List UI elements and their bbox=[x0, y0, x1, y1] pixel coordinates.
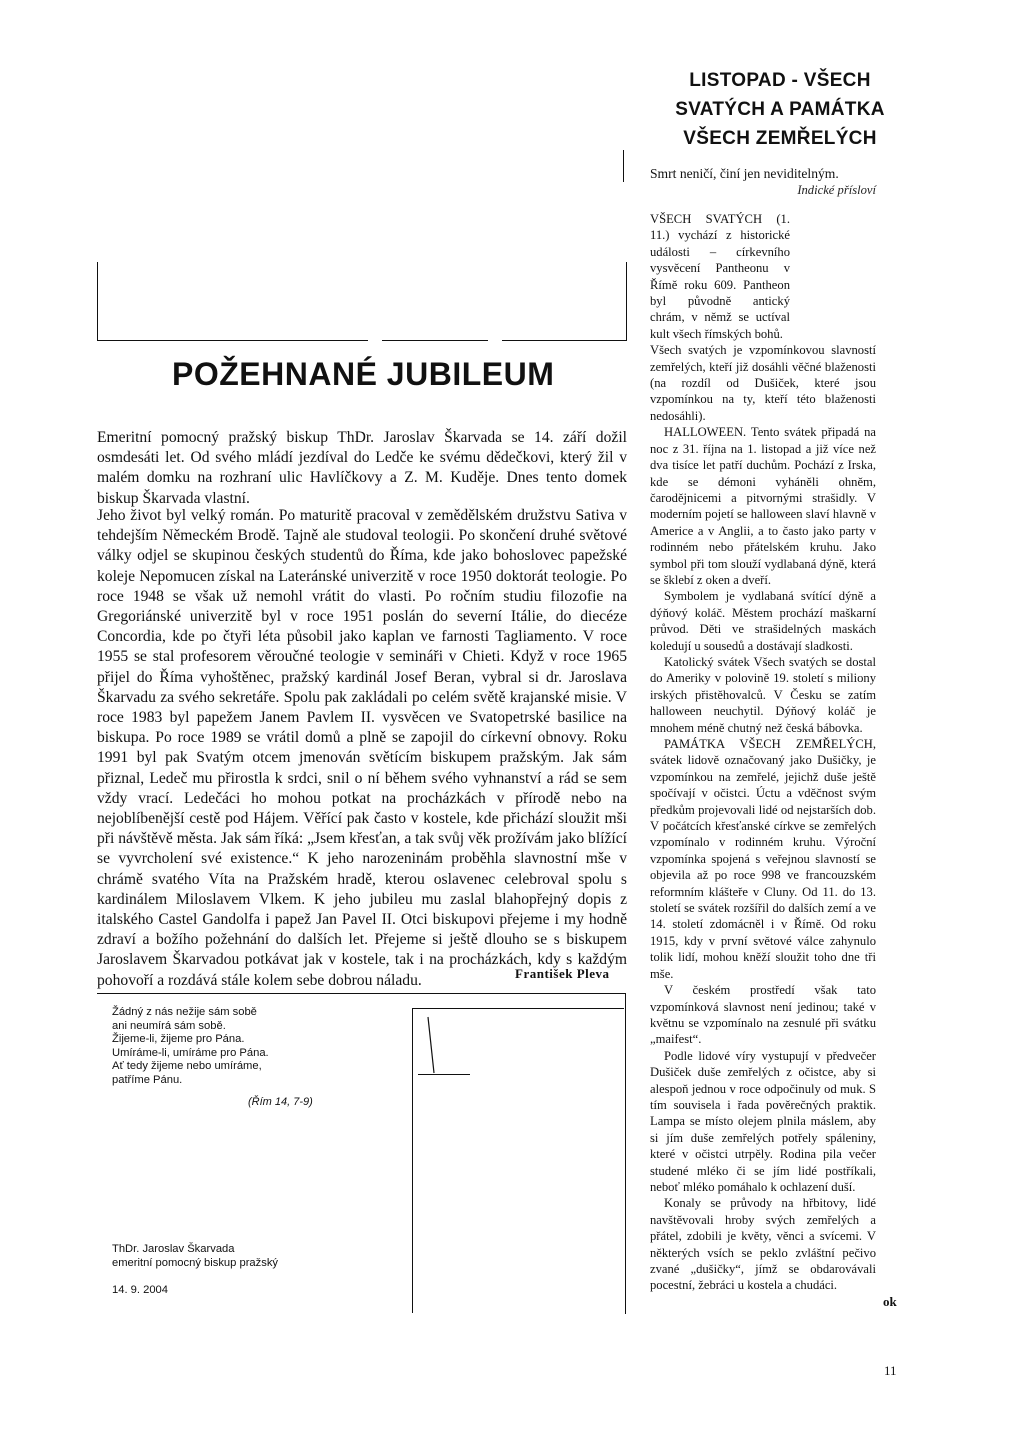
sidebar-paragraph: PAMÁTKA VŠECH ZEMŘELÝCH, svátek lidově označovaný jako Dušičky, je vzpomínkou na zemřelé, jejichž duše ještě spočívají v očistci. Úctu a vděčnost svým předkům projevovali lidé od nejstarších dob. V počátcích křesťanské církve se zemřelých vzpomínalo v rodinném kruhu. Výroční vzpomínka spojená s veřejnou slavností se objevila až po roce 998 ve francouzském reformním klášteře v Cluny. Od 11. do 13. století se svátek rozšířil do dalších zemí a ve 14. století zdomácněl i v Římě. Od roku 1915, kdy v první světové válce zahynulo tolik lidí, mohou kněží sloužit toho dne tři mše. bbox=[650, 737, 876, 981]
motto-source: Indické přísloví bbox=[797, 183, 876, 197]
article-lead-text: Emeritní pomocný pražský biskup ThDr. Jaroslav Škarvada se 14. září dožil osmdesáti let. Od svého mládí jezdíval do Ledče ke svému dědečkovi, který žil v malém domku na rozhraní ulic Havlíčkovy a Z. M. Kuděje. Dnes tento domek biskup Škarvada vlastní. bbox=[97, 429, 627, 507]
sidebar-title-line: LISTOPAD - VŠECH bbox=[689, 70, 871, 91]
sidebar-title-line: VŠECH ZEMŘELÝCH bbox=[683, 128, 877, 149]
quote-inner-divider bbox=[412, 1008, 413, 1313]
sidebar-paragraph: Podle lidové víry vystupují v předvečer Dušiček duše zemřelých z očistce, aby si alespoň jednou v roce odpočinuly od muk. S tím souvisela i řada pověrečných praktik. Lampa se místo olejem plnila máslem, aby si jím duše zemřelých potřely spáleniny, které v očistci utrpěly. Rodina pila večer studené mléko či se jím lidé postříkali, neboť mléko pomáhalo k ochlazení duší. bbox=[650, 1048, 876, 1194]
sidebar-text bbox=[650, 211, 876, 1294]
decorative-dash bbox=[418, 1074, 470, 1075]
photo-frame bbox=[97, 262, 627, 341]
article-lead bbox=[97, 428, 627, 509]
sidebar-paragraph: Všech svatých je vzpomínkovou slavností zemřelých, kteří již dosáhli věčné blaženosti (na rozdíl od Dušiček, které jsou vzpomínkou na ty, kteří této blaženosti nedosáhli). bbox=[650, 343, 876, 423]
quote-line: Žijeme-li, žijeme pro Pána. bbox=[112, 1033, 245, 1045]
signature-name: ThDr. Jaroslav Škarvada bbox=[112, 1243, 235, 1255]
page-number: 11 bbox=[884, 1363, 897, 1378]
sidebar-title bbox=[655, 66, 905, 153]
sidebar-motto bbox=[650, 165, 876, 199]
article-body-text: Jeho život byl velký román. Po maturitě pracoval v zemědělském družstvu Sativa v tehdejším Německém Brodě. Tajně ale studoval teologii. Po skončení druhé světové války odjel se skupinou českých studentů do Říma, kde jako bohoslovec papežské koleje Nepomucen získal na Lateránské univerzitě v roce 1950 doktorát teologie. Po roce 1948 se však už nemohl vrátit do vlasti. Po ročním studiu filozofie na Gregoriánské univerzitě byl v roce 1951 poslán do severní Itálie, do diecéze Concordia, kde po čtyři léta působil jako kaplan ve farnosti Tagliamento. V roce 1955 se stal profesorem věroučné teologie v semináři v Chieti. Když v roce 1965 přijel do Říma vyhoštěnec, pražský kardinál Josef Beran, vybral si dr. Jaroslava Škarvadu za svého sekretáře. Spolu pak zakládali po celém světě krajanské misie. V roce 1983 byl papežem Janem Pavlem II. vysvěcen ve Svatopetrské basilice na biskupa. Po roce 1989 se vrátil domů a plně se zapojil do církevní obnovy. Roku 1991 byl pak Svatým otcem jmenován světícím biskupem pražským. Jak sám přiznal, Ledeč mu přirostla k srdci, snil o ní během svého vyhnanství a rád se sem vždy vrací. Ledečáci ho mohou potkat na procházkách v přírodě nebo na nejoblíbenější cestě pod Hájem. Věřící pak často v kostele, kde přichází sloužit mši při návštěvě města. Jak sám říká: „Jsem křesťan, a tak svůj věk prožívám jako blížící se vyvrcholení své existence.“ K jeho narozeninám proběhla slavnostní mše v chrámě svatého Víta na Pražském hradě, kterou oslavenec celebroval spolu s kardinálem Miloslavem Vlkem. K jeho jubileu mu zaslal blahopřejný dopis z italského Castel Gandolfa i papež Jan Pavel II. Otci biskupovi přejeme i my hodně zdraví a božího požehnání do dalších let. Přejeme si ještě dlouho se s biskupem Jaroslavem Škarvadou potkávat jak v kostele, tak i na procházkách, kdy s každým pohovoří a rozdává stále kolem sebe dobrou náladu. bbox=[97, 507, 627, 989]
quote-line: ani neumírá sám sobě. bbox=[112, 1019, 226, 1032]
quote-line: patříme Pánu. bbox=[112, 1073, 183, 1086]
quote-reference: (Řím 14, 7-9) bbox=[248, 1096, 313, 1108]
quote-line: Ať tedy žijeme nebo umíráme, bbox=[112, 1060, 262, 1072]
signature-date: 14. 9. 2004 bbox=[112, 1284, 168, 1296]
quote-inner-frame bbox=[412, 1008, 624, 1009]
quote-line: Žádný z nás nežije sám sobě bbox=[112, 1006, 257, 1018]
sidebar-paragraph: HALLOWEEN. Tento svátek připadá na noc z 31. října na 1. listopad a již více než dva tisíce let patří duchům. Pochází z Irska, kde se démoni vyháněli ohněm, čarodějnicemi a pitvornými strašidly. V moderním pojetí se halloween slaví hlavně v Americe a v Anglii, a to často jako party v rodinném nebo přátelském kruhu. Jako symbol při tom slouží vydlabaná dýně, která se šklebí z oken a dveří. bbox=[650, 425, 876, 587]
sidebar-paragraph: Konaly se průvody na hřbitovy, lidé navštěvovali hroby svých zemřelých a přátel, zdobili je květy, věnci a svícemi. V některých vsích se peklo zvláštní pečivo zvané „dušičky“, jímž se obdarovávali pocestní, žebráci u kostela a chudáci. bbox=[650, 1196, 876, 1293]
sidebar-paragraph: V českém prostředí však tato vzpomínková slavnost není jedinou; také v květnu se vzpomínalo na zesnulé při svátku „maifest“. bbox=[650, 983, 876, 1047]
article-body bbox=[97, 506, 627, 991]
signature-role: emeritní pomocný biskup pražský bbox=[112, 1257, 279, 1269]
decorative-stroke bbox=[425, 1015, 445, 1075]
article-title: POŽEHNANÉ JUBILEUM bbox=[172, 356, 555, 392]
sidebar-paragraph: Katolický svátek Všech svatých se dostal do Ameriky v polovině 19. století s miliony irských přistěhovalců. V Česku se zatím halloween neuchytil. Dýňový koláč je mnohem méně chutný než česká bábovka. bbox=[650, 654, 876, 735]
sidebar-title-line: SVATÝCH A PAMÁTKA bbox=[675, 99, 885, 120]
quote-line: Umíráme-li, umíráme pro Pána. bbox=[112, 1046, 269, 1059]
sidebar-paragraph: Symbolem je vydlabaná svítící dýně a dýňový koláč. Městem prochází maškarní průvod. Děti ve strašidelných maskách koledují u sousedů a dostávají sladkosti. bbox=[650, 589, 876, 653]
quote-signature bbox=[112, 1242, 278, 1270]
sidebar-signature: ok bbox=[883, 1294, 897, 1309]
photo-frame-top-line bbox=[623, 150, 624, 182]
sidebar-paragraph: VŠECH SVATÝCH (1. 11.) vychází z historické události – církevního vysvěcení Pantheonu v Římě roku 609. Pantheon byl původně antický chrám, v němž se uctíval kult všech římských bohů. bbox=[650, 212, 790, 341]
article-author: František Pleva bbox=[515, 966, 610, 981]
bible-quote bbox=[112, 1006, 392, 1087]
motto-text: Smrt neničí, činí jen neviditelným. bbox=[650, 166, 839, 181]
